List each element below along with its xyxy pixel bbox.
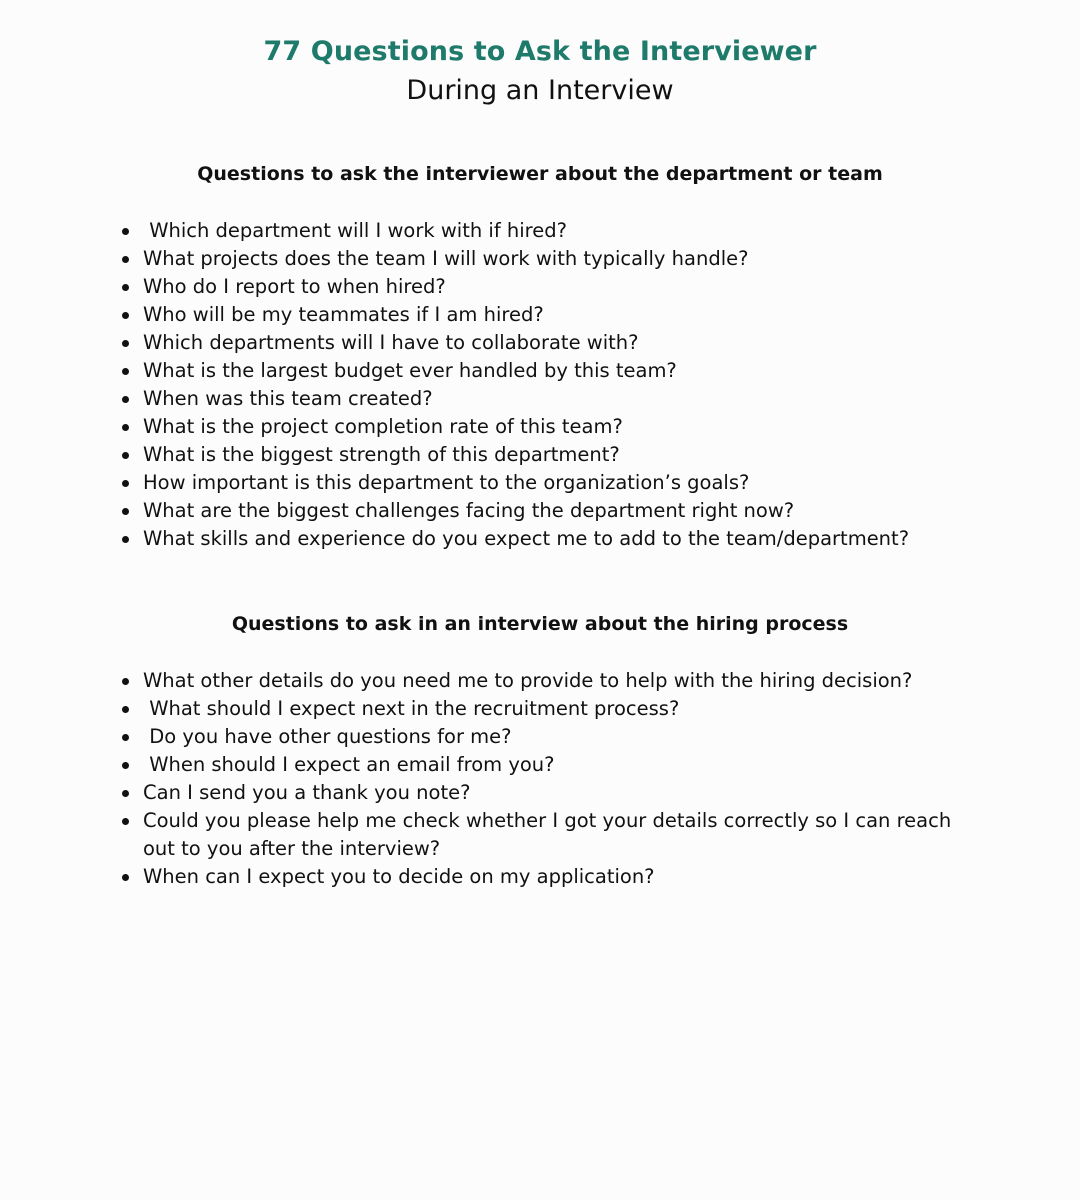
- list-item: [143, 217, 973, 245]
- bullet-icon: [122, 706, 129, 713]
- question-text: Who do I report to when hired?: [143, 275, 446, 298]
- list-item: [143, 469, 973, 497]
- question-text: Who will be my teammates if I am hired?: [143, 303, 544, 326]
- bullet-icon: [122, 284, 129, 291]
- question-text: What other details do you need me to provide to help with the hiring decision?: [143, 669, 913, 692]
- page-title: 77 Questions to Ask the Interviewer: [263, 36, 817, 67]
- question-text: What is the largest budget ever handled by this team?: [143, 359, 677, 382]
- list-item: [143, 751, 973, 779]
- bullet-icon: [122, 452, 129, 459]
- bullet-icon: [122, 340, 129, 347]
- page-subtitle: During an Interview: [406, 75, 674, 106]
- question-text: What should I expect next in the recruitment process?: [143, 697, 680, 720]
- bullet-icon: [122, 790, 129, 797]
- list-item: [143, 807, 973, 863]
- question-text: Could you please help me check whether I got your details correctly so I can reach out to you after the interview?: [143, 809, 952, 860]
- list-item: [143, 525, 973, 553]
- bullet-icon: [122, 256, 129, 263]
- question-text: When can I expect you to decide on my application?: [143, 865, 655, 888]
- bullet-icon: [122, 874, 129, 881]
- bullet-icon: [122, 762, 129, 769]
- bullet-icon: [122, 368, 129, 375]
- bullet-icon: [122, 480, 129, 487]
- question-text: What is the biggest strength of this department?: [143, 443, 620, 466]
- question-list-department: [143, 217, 973, 553]
- list-item: [143, 863, 973, 891]
- bullet-icon: [122, 734, 129, 741]
- list-item: [143, 667, 973, 695]
- question-text: Which department will I work with if hired?: [143, 219, 567, 242]
- question-text: How important is this department to the organization’s goals?: [143, 471, 750, 494]
- question-text: What projects does the team I will work with typically handle?: [143, 247, 749, 270]
- bullet-icon: [122, 228, 129, 235]
- bullet-icon: [122, 508, 129, 515]
- list-item: [143, 779, 973, 807]
- list-item: [143, 413, 973, 441]
- question-text: What is the project completion rate of this team?: [143, 415, 623, 438]
- list-item: [143, 301, 973, 329]
- question-text: When should I expect an email from you?: [143, 753, 555, 776]
- question-text: Do you have other questions for me?: [143, 725, 512, 748]
- question-text: What skills and experience do you expect me to add to the team/department?: [143, 527, 910, 550]
- list-item: [143, 385, 973, 413]
- question-text: Which departments will I have to collaborate with?: [143, 331, 639, 354]
- title-block: [0, 33, 1080, 110]
- bullet-icon: [122, 536, 129, 543]
- list-item: [143, 695, 973, 723]
- question-text: Can I send you a thank you note?: [143, 781, 471, 804]
- question-text: When was this team created?: [143, 387, 433, 410]
- list-item: [143, 273, 973, 301]
- list-item: [143, 329, 973, 357]
- bullet-icon: [122, 312, 129, 319]
- list-item: [143, 723, 973, 751]
- list-item: [143, 245, 973, 273]
- question-list-hiring-process: [143, 667, 973, 891]
- section-heading-department: Questions to ask the interviewer about the department or team: [197, 163, 883, 185]
- question-text: What are the biggest challenges facing the department right now?: [143, 499, 795, 522]
- bullet-icon: [122, 818, 129, 825]
- list-item: [143, 497, 973, 525]
- list-item: [143, 357, 973, 385]
- bullet-icon: [122, 678, 129, 685]
- bullet-icon: [122, 424, 129, 431]
- list-item: [143, 441, 973, 469]
- bullet-icon: [122, 396, 129, 403]
- section-heading-hiring-process: Questions to ask in an interview about the hiring process: [231, 613, 849, 635]
